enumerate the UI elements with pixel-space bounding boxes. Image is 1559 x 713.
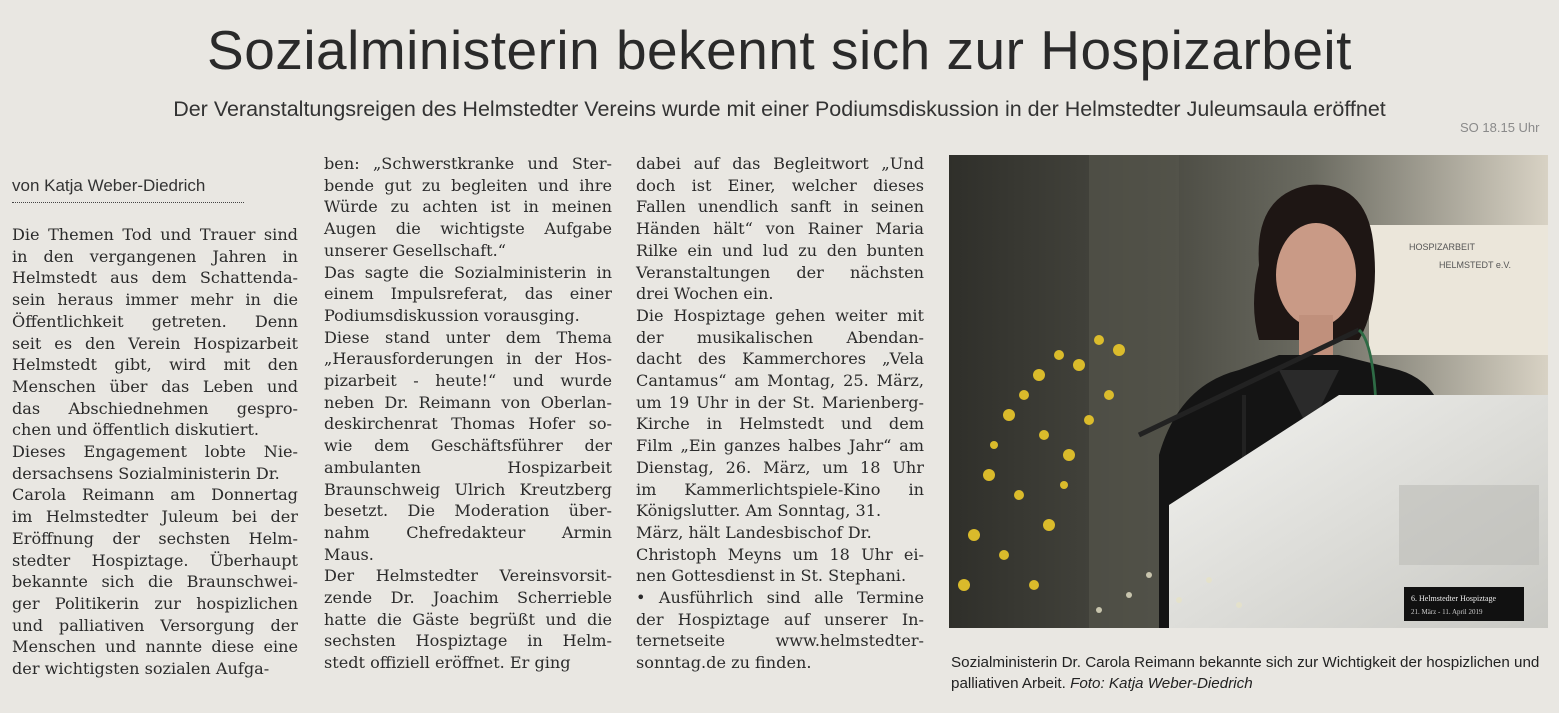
byline: von Katja Weber-Diedrich xyxy=(12,176,244,203)
article-line: Menschen über das Leben und xyxy=(12,376,298,396)
article-line: Maus. xyxy=(324,544,374,564)
article-line: Carola Reimann am Donnertag xyxy=(12,485,298,505)
article-line: unserer Gesellschaft.“ xyxy=(324,240,506,260)
article-line: besetzt. Die Moderation über- xyxy=(324,501,612,521)
lectern-sign-line2: 21. März - 11. April 2019 xyxy=(1411,608,1483,616)
article-line: Christoph Meyns um 18 Uhr ei- xyxy=(636,544,924,564)
article-line: Händen hält“ von Rainer Maria xyxy=(636,219,924,239)
article-line: der musikalischen Abendan- xyxy=(636,327,924,347)
article-line: im Kammerlichtspiele-Kino in xyxy=(636,479,924,499)
article-line: ternetseite www.helmstedter- xyxy=(636,631,924,651)
article-line: zende Dr. Joachim Scherrieble xyxy=(324,588,612,608)
article-line: wie dem Geschäftsführer der xyxy=(324,436,612,456)
article-line: dersachsens Sozialministerin Dr. xyxy=(12,463,280,483)
article-line: Diese stand unter dem Thema xyxy=(324,327,612,347)
article-line: in den vergangenen Jahren in xyxy=(12,246,298,266)
article-line: stedt offiziell eröffnet. Er ging xyxy=(324,653,571,673)
article-line: stedter Hospiztage. Überhaupt xyxy=(12,550,298,570)
article-line: Dieses Engagement lobte Nie- xyxy=(12,442,298,462)
article-line: ben: „Schwerstkranke und Ster- xyxy=(324,154,612,173)
article-column-1 xyxy=(12,224,298,680)
article-line: Helmstedt aus dem Schattenda- xyxy=(12,268,298,288)
article-line: seit es den Verein Hospizarbeit xyxy=(12,333,298,353)
article-line: bekannte sich die Braunschwei- xyxy=(12,572,298,592)
article-line: sechsten Hospiztage in Helm- xyxy=(324,631,612,651)
subheadline: Der Veranstaltungsreigen des Helmstedter Vereins wurde mit einer Podiumsdiskussion in der Helmstedter Juleumsaula eröffnet xyxy=(173,97,1386,121)
article-line: Die Themen Tod und Trauer sind xyxy=(12,225,298,244)
photo-credit: Foto: Katja Weber-Diedrich xyxy=(1070,675,1253,692)
article-line: dacht des Kammerchores „Vela xyxy=(636,349,924,369)
article-line: doch ist Einer, welcher dieses xyxy=(636,175,924,195)
bleed-through-text: SO 18.15 Uhr xyxy=(1460,120,1540,135)
lectern-sign-line1: 6. Helmstedter Hospiztage xyxy=(1411,594,1497,603)
article-line: Eröffnung der sechsten Helm- xyxy=(12,528,298,548)
article-line: das Abschiednehmen gespro- xyxy=(12,398,298,418)
article-column-3 xyxy=(636,153,924,674)
caption-text: Sozialministerin Dr. Carola Reimann bekannte sich zur Wichtigkeit der hospizlichen und palliativen Arbeit. xyxy=(951,654,1540,692)
article-line: Königslutter. Am Sonntag, 31. xyxy=(636,501,882,521)
article-line: Augen die wichtigste Aufgabe xyxy=(324,219,612,239)
article-line: Menschen und nannte diese eine xyxy=(12,637,298,657)
article-line: chen und öffentlich diskutiert. xyxy=(12,420,260,440)
article-photo xyxy=(949,155,1548,628)
article-line: dabei auf das Begleitwort „Und xyxy=(636,154,924,173)
article-line: Der Helmstedter Vereinsvorsit- xyxy=(324,566,612,586)
article-line: bende gut zu begleiten und ihre xyxy=(324,175,612,195)
article-line: Braunschweig Ulrich Kreutzberg xyxy=(324,479,612,499)
article-line: Cantamus“ am Montag, 25. März, xyxy=(636,371,924,391)
article-line: Würde zu achten ist in meinen xyxy=(324,197,612,217)
article-column-2 xyxy=(324,153,612,674)
article-line: Die Hospiztage gehen weiter mit xyxy=(636,305,924,325)
banner-text-line1: HOSPIZARBEIT xyxy=(1409,242,1476,252)
article-line: Dienstag, 26. März, um 18 Uhr xyxy=(636,457,924,477)
article-line: Film „Ein ganzes halbes Jahr“ am xyxy=(636,436,924,456)
article-line: Podiumsdiskussion vorausging. xyxy=(324,305,580,325)
article-line: der Hospiztage auf unserer In- xyxy=(636,609,924,629)
article-line: hatte die Gäste begrüßt und die xyxy=(324,609,612,629)
article-line: einem Impulsreferat, das einer xyxy=(324,284,612,304)
article-line: Kirche in Helmstedt und dem xyxy=(636,414,924,434)
article-line: Das sagte die Sozialministerin in xyxy=(324,262,612,282)
article-line: „Herausforderungen in der Hos- xyxy=(324,349,612,369)
article-line: deskirchenrat Thomas Hofer so- xyxy=(324,414,612,434)
article-line: und palliativen Versorgung der xyxy=(12,615,298,635)
banner-text-line2: HELMSTEDT e.V. xyxy=(1439,260,1512,270)
article-line: März, hält Landesbischof Dr. xyxy=(636,522,872,542)
article-line: der wichtigsten sozialen Aufga- xyxy=(12,659,270,679)
article-line: Öffentlichkeit getreten. Denn xyxy=(12,311,298,331)
article-line: Veranstaltungen der nächsten xyxy=(636,262,924,282)
article-line: neben Dr. Reimann von Oberlan- xyxy=(324,392,612,412)
article-line: im Helmstedter Juleum bei der xyxy=(12,507,298,527)
article-line: nahm Chefredakteur Armin xyxy=(324,522,612,542)
headline: Sozialministerin bekennt sich zur Hospizarbeit xyxy=(207,19,1352,81)
article-line: Helmstedt gibt, wird mit den xyxy=(12,355,298,375)
article-line: Rilke ein und lud zu den bunten xyxy=(636,240,924,260)
article-line: ger Politikerin zur hospizlichen xyxy=(12,593,298,613)
article-line: um 19 Uhr in der St. Marienberg- xyxy=(636,392,924,412)
photo-caption xyxy=(951,652,1548,694)
article-line: drei Wochen ein. xyxy=(636,284,774,304)
article-line: nen Gottesdienst in St. Stephani. xyxy=(636,566,907,586)
article-line: sonntag.de zu finden. xyxy=(636,653,812,673)
article-line: • Ausführlich sind alle Termine xyxy=(636,588,924,608)
article-line: Fallen unendlich sanft in seinen xyxy=(636,197,924,217)
article-line: sein heraus immer mehr in die xyxy=(12,290,298,310)
article-line: pizarbeit - heute!“ und wurde xyxy=(324,371,612,391)
article-line: ambulanten Hospizarbeit xyxy=(324,457,612,477)
